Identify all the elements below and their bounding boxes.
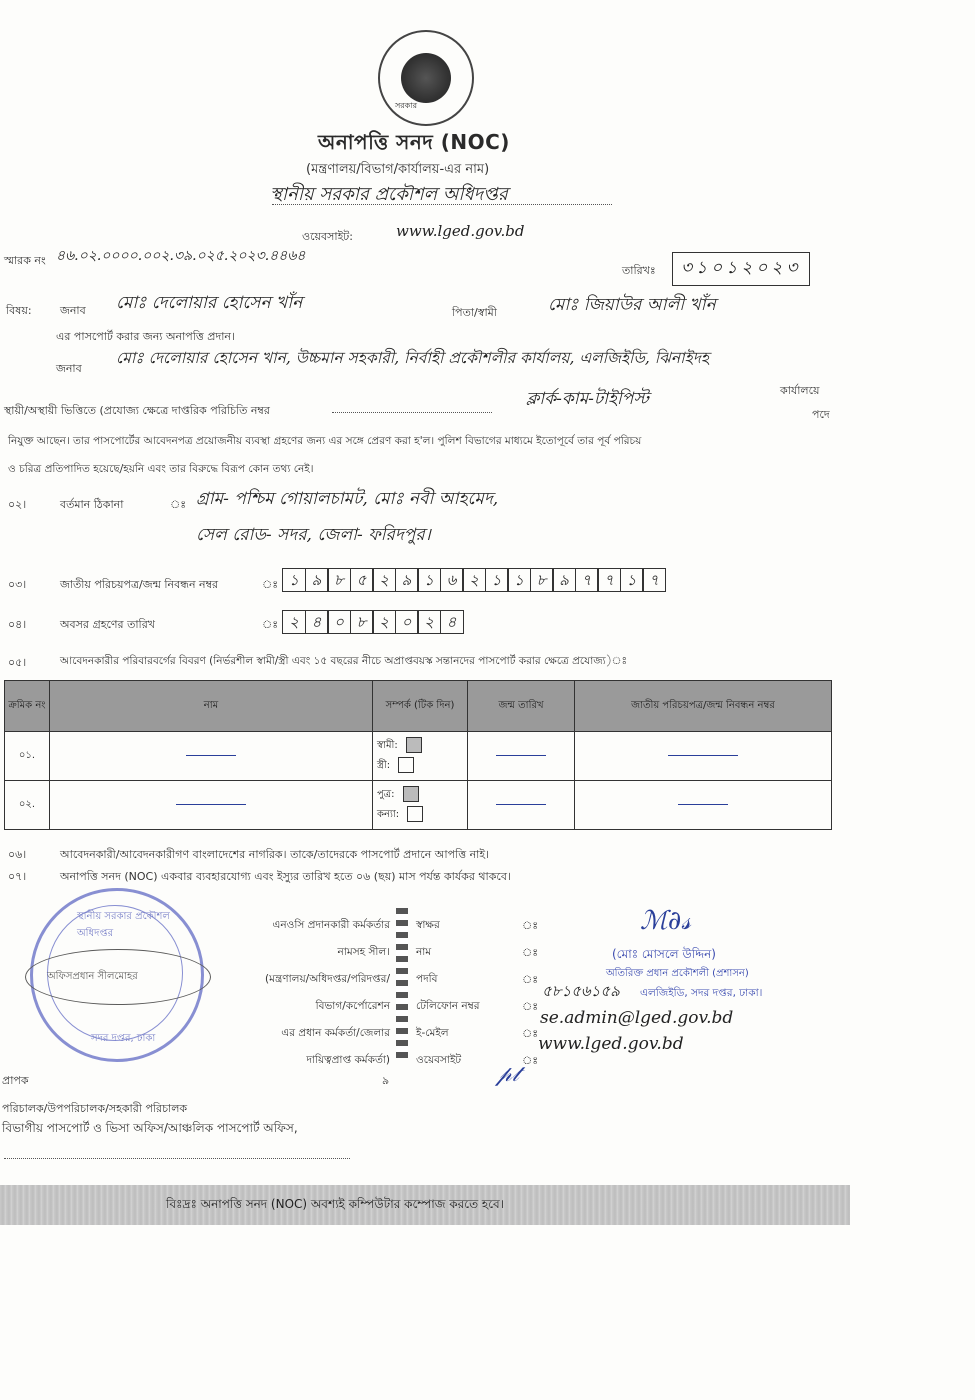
post-suffix: পদে (812, 408, 830, 421)
present-address-line1: গ্রাম- পশ্চিম গোয়ালচামট, মোঃ নবী আহমেদ, (196, 489, 499, 509)
subject-line2: এর পাসপোর্ট করার জন্য অনাপত্তি প্রদান। (56, 330, 235, 343)
phone-value: ৫৮১৫৬১৫৯ (542, 982, 620, 1000)
row-birth-cell (468, 732, 575, 781)
digit-box: ৯ (395, 568, 419, 592)
item-02-colon: ঃ (170, 498, 187, 511)
relation-wife-label: স্ত্রী: (377, 760, 391, 771)
digit-box: ২ (372, 568, 396, 592)
subject-label: বিষয়: (6, 304, 32, 317)
digit-box: ৯ (305, 568, 329, 592)
digit-box: ৮ (530, 568, 554, 592)
digit-box: ৯ (552, 568, 576, 592)
item-03-colon: ঃ (262, 578, 279, 591)
row-relation-cell (373, 781, 468, 830)
label-email: ই-মেইল (416, 1027, 449, 1039)
item-06-label: আবেদনকারী/আবেদনকারীগণ বাংলাদেশের নাগরিক। তাকে/তাদেরকে পাসপোর্ট প্রদানে আপত্তি নাই। (60, 848, 490, 861)
blank-dash (176, 804, 246, 805)
digit-box: ২ (282, 610, 306, 634)
col-name: নাম (50, 681, 373, 732)
stamp-officer-office: এলজিইডি, সদর দপ্তর, ঢাকা। (640, 987, 763, 999)
row-serial: ০২. (5, 781, 50, 830)
signatory-line: দায়িত্বপ্রাপ্ত কর্মকর্তা) (306, 1054, 390, 1066)
signatory-labels (416, 912, 480, 1074)
col-relation: সম্পর্ক (টিক দিন) (373, 681, 468, 732)
item-02-number: ০২। (8, 498, 27, 511)
row-name-cell (50, 781, 373, 830)
relation-son-label: পুত্র: (377, 789, 395, 800)
digit-box: ০ (327, 610, 351, 634)
janab2-label: জনাব (56, 362, 82, 375)
office-round-stamp (30, 888, 204, 1062)
blank-dash (496, 755, 546, 756)
label-website: ওয়েবসাইট (416, 1054, 462, 1066)
col-serial: ক্রমিক নং (5, 681, 50, 732)
nid-number-boxes (282, 568, 665, 592)
row-serial: ০১. (5, 732, 50, 781)
janab-label: জনাব (60, 304, 86, 317)
paragraph-1: নিযুক্ত আছেন। তার পাসপোর্টের আবেদনপত্র প্রয়োজনীয় ব্যবস্থা গ্রহণের জন্য এর সঙ্গে প্রেরণ করা হ'ল। পুলিশ বিভাগের মাধ্যমে ইতোপূর্বে তার পূর্ব পরিচয় (8, 435, 642, 447)
family-details-table (4, 680, 832, 830)
recipient-dots (4, 1158, 350, 1159)
digit-box: ১ (620, 568, 644, 592)
applicant-name: মোঃ দেলোয়ার হোসেন খাঁন (116, 293, 303, 313)
signatory-line: এর প্রধান কর্মকর্তা/জেলার (281, 1027, 390, 1039)
blank-dash (186, 755, 236, 756)
date-value: ৩১০১২০২৩ (672, 252, 810, 286)
item-04-colon: ঃ (262, 618, 279, 631)
digit-box: ৫ (350, 568, 374, 592)
website-value-sig: www.lged.gov.bd (538, 1034, 684, 1054)
stamp-officer-post: অতিরিক্ত প্রধান প্রকৌশলী (প্রশাসন) (606, 968, 749, 979)
office-name: স্থানীয় সরকার প্রকৌশল অধিদপ্তর (270, 184, 508, 205)
recipient-line1: পরিচালক/উপপরিচালক/সহকারী পরিচালক (2, 1102, 188, 1115)
col-birth-date: জন্ম তারিখ (468, 681, 575, 732)
digit-box: ৭ (575, 568, 599, 592)
item-04-label: অবসর গ্রহণের তারিখ (60, 618, 155, 631)
stamp-arc-text: স্থানীয় সরকার প্রকৌশল অধিদপ্তর (77, 911, 170, 939)
signature-scribble: ℳ∂𝓈 (640, 906, 691, 936)
relation-husband-label: স্বামী: (377, 740, 398, 751)
label-signature: স্বাক্ষর (416, 919, 440, 931)
digit-box: ৮ (350, 610, 374, 634)
father-label: পিতা/স্বামী (452, 306, 497, 319)
row-relation-cell (373, 732, 468, 781)
blank-dash (496, 804, 546, 805)
digit-box: ১ (485, 568, 509, 592)
stamp-officer-name: (মোঃ মোসলে উদ্দিন) (612, 947, 716, 961)
digit-box: ৪ (305, 610, 329, 634)
relation-daughter-checkbox[interactable] (407, 806, 423, 822)
item-04-number: ০৪। (8, 618, 27, 631)
digit-box: ১ (282, 568, 306, 592)
digit-box: ৪ (440, 610, 464, 634)
blank-dash (668, 755, 738, 756)
paragraph-2: ও চরিত্র প্রতিপাদিত হয়েছে/হয়নি এবং তার বিরুদ্ধে বিরূপ কোন তথ্য নেই। (8, 463, 314, 475)
item-07-label: অনাপত্তি সনদ (NOC) একবার ব্যবহারযোগ্য এবং ইস্যুর তারিখ হতে ০৬ (ছয়) মাস পর্যন্ত কার্যকর থাকবে। (60, 870, 511, 883)
initial-scribble: 𝓅𝓉 (496, 1062, 520, 1087)
office-name-line (272, 204, 612, 205)
digit-box: ৭ (642, 568, 666, 592)
signatory-line: বিভাগ/কর্পোরেশন (315, 1000, 390, 1012)
retirement-date-boxes (282, 610, 462, 634)
relation-wife-checkbox[interactable] (398, 757, 414, 773)
father-name: মোঃ জিয়াউর আলী খাঁন (548, 295, 716, 315)
row-name-cell (50, 732, 373, 781)
government-seal-icon (378, 30, 474, 126)
col-nid: জাতীয় পরিচয়পত্র/জন্ম নিবন্ধন নম্বর (575, 681, 832, 732)
website-label: ওয়েবসাইট: (302, 230, 353, 243)
row-nid-cell (575, 732, 832, 781)
digit-box: ৮ (327, 568, 351, 592)
separator-bar (396, 908, 408, 1058)
document-subtitle: (মন্ত্রণালয়/বিভাগ/কার্যালয়-এর নাম) (306, 162, 490, 177)
label-phone: টেলিফোন নম্বর (416, 1000, 480, 1012)
signatory-description (218, 912, 390, 1074)
item-02-label: বর্তমান ঠিকানা (60, 498, 124, 511)
digit-box: ২ (462, 568, 486, 592)
digit-box: ১ (507, 568, 531, 592)
digit-box: ১ (417, 568, 441, 592)
office-suffix: কার্যালয়ে (780, 384, 820, 397)
relation-son-checkbox[interactable] (403, 786, 419, 802)
signatory-colons: ঃ ঃ ঃ ঃ ঃ ঃ (522, 919, 539, 1067)
present-address-line2: সেল রোড- সদর, জেলা- ফরিদপুর। (196, 525, 431, 545)
signatory-line: এনওসি প্রদানকারী কর্মকর্তার (272, 919, 390, 931)
memo-value: ৪৬.০২.০০০০.০০২.৩৯.০২৫.২০২৩.৪৪৬৪ (56, 248, 306, 264)
digit-box: ০ (395, 610, 419, 634)
signatory-line: নামসহ সীল। (337, 946, 390, 958)
relation-daughter-label: কন্যা: (377, 809, 400, 820)
digit-box: ৭ (597, 568, 621, 592)
stamp-center-text: অফিসপ্রধান সীলমোহর (47, 971, 138, 982)
table-row (5, 781, 832, 830)
label-name: নাম (416, 946, 432, 958)
item-03-label: জাতীয় পরিচয়পত্র/জন্ম নিবন্ধন নম্বর (60, 578, 219, 591)
document-title: অনাপত্তি সনদ (NOC) (318, 130, 510, 154)
website-value: www.lged.gov.bd (396, 222, 525, 240)
label-designation: পদবি (416, 973, 438, 985)
date-label: তারিখঃ (622, 264, 656, 277)
blank-dash (678, 804, 728, 805)
email-value: se.admin@lged.gov.bd (540, 1008, 734, 1028)
item-05-number: ০৫। (8, 656, 27, 669)
row-birth-cell (468, 781, 575, 830)
item-07-number: ০৭। (8, 870, 27, 883)
recipient-line2: বিভাগীয় পাসপোর্ট ও ভিসা অফিস/আঞ্চলিক পাসপোর্ট অফিস, (2, 1121, 298, 1135)
page-marker: ৯ (382, 1074, 390, 1087)
permanent-dots (332, 412, 492, 413)
digit-box: ২ (417, 610, 441, 634)
item-03-number: ০৩। (8, 578, 27, 591)
recipient-label: প্রাপক (2, 1074, 29, 1087)
row-nid-cell (575, 781, 832, 830)
digit-box: ৬ (440, 568, 464, 592)
seal-label: সরকার (395, 101, 418, 110)
footer-note: বিঃদ্রঃ অনাপত্তি সনদ (NOC) অবশ্যই কম্পিউটার কম্পোজ করতে হবে। (166, 1197, 504, 1211)
permanent-line: স্থায়ী/অস্থায়ী ভিত্তিতে (প্রযোজ্য ক্ষেত্রে দাপ্তরিক পরিচিতি নম্বর (4, 404, 270, 417)
table-row (5, 732, 832, 781)
digit-box: ২ (372, 610, 396, 634)
item-05-label: আবেদনকারীর পরিবারবর্গের বিবরণ (নির্ভরশীল স্বামী/স্ত্রী এবং ১৫ বছরের নীচে অপ্রাপ্তবয়স্ক সন্তানদের পাসপোর্ট করার ক্ষেত্রে প্রযোজ্য)ঃ (60, 655, 628, 667)
name-office: মোঃ দেলোয়ার হোসেন খান, উচ্চমান সহকারী, নির্বাহী প্রকৌশলীর কার্যালয়, এলজিইডি, ঝিনাইদহ (116, 349, 709, 367)
signatory-line: (মন্ত্রণালয়/অধিদপ্তর/পরিদপ্তর/ (265, 973, 390, 985)
post-value: ক্লার্ক-কাম-টাইপিস্ট (526, 389, 649, 409)
stamp-bottom-text: সদর দপ্তর, ঢাকা (91, 1033, 156, 1044)
item-06-number: ০৬। (8, 848, 27, 861)
relation-husband-checkbox[interactable] (406, 737, 422, 753)
memo-label: স্মারক নং (4, 254, 46, 267)
